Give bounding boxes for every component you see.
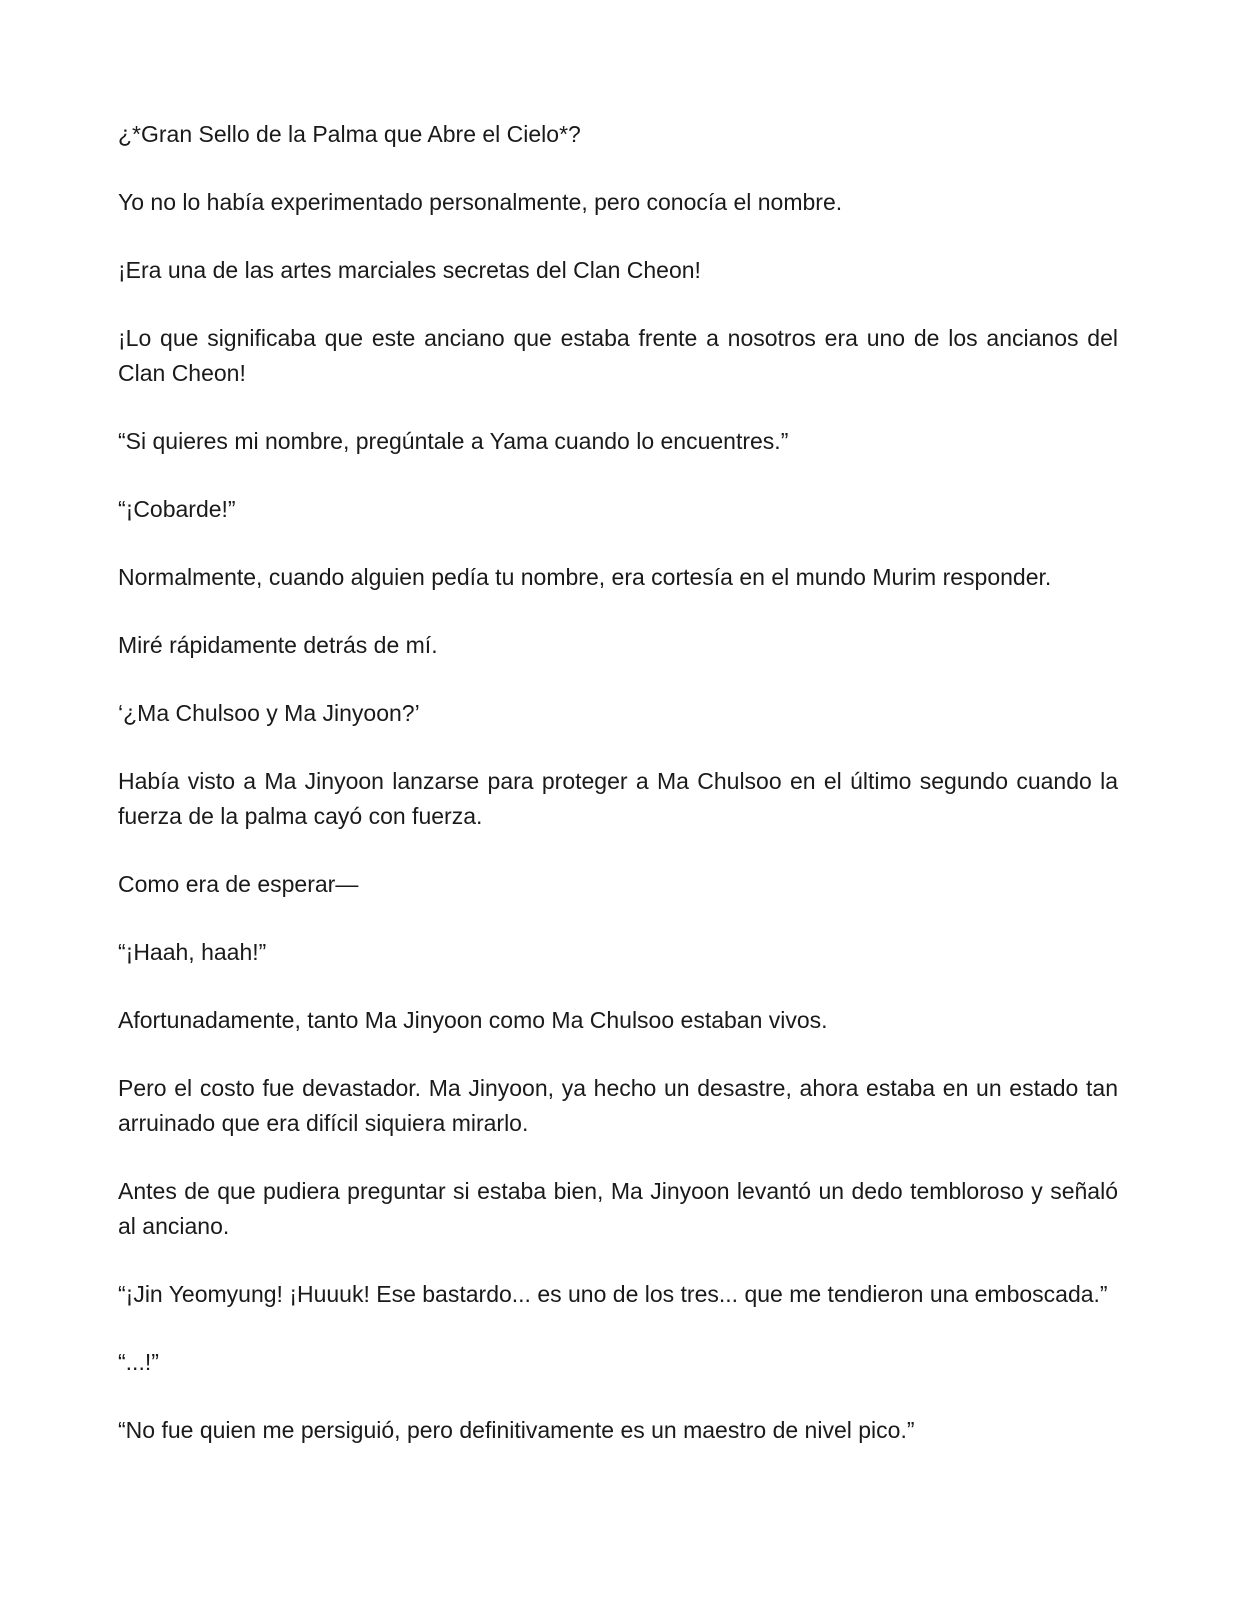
dialogue-line: “No fue quien me persiguió, pero definitivamente es un maestro de nivel pico.” [118, 1417, 915, 1443]
paragraph: Antes de que pudiera preguntar si estaba bien, Ma Jinyoon levantó un dedo tembloroso y señaló al anciano. [118, 1178, 1118, 1239]
paragraph: Pero el costo fue devastador. Ma Jinyoon, ya hecho un desastre, ahora estaba en un estado tan arruinado que era difícil siquiera mirarlo. [118, 1075, 1118, 1136]
dialogue-line: “¡Haah, haah!” [118, 939, 267, 965]
paragraph: Normalmente, cuando alguien pedía tu nombre, era cortesía en el mundo Murim responder. [118, 564, 1052, 590]
dialogue-line: “¡Jin Yeomyung! ¡Huuuk! Ese bastardo... es uno de los tres... que me tendieron una emboscada.” [118, 1281, 1108, 1307]
dialogue-line: “Si quieres mi nombre, pregúntale a Yama cuando lo encuentres.” [118, 428, 789, 454]
dialogue-line: “...!” [118, 1349, 159, 1375]
paragraph: Yo no lo había experimentado personalmente, pero conocía el nombre. [118, 189, 843, 215]
paragraph: Como era de esperar— [118, 871, 359, 897]
paragraph: ¿*Gran Sello de la Palma que Abre el Cielo*? [118, 121, 581, 147]
document-body [118, 117, 1118, 1481]
paragraph: ¡Lo que significaba que este anciano que estaba frente a nosotros era uno de los ancianos del Clan Cheon! [118, 325, 1118, 386]
paragraph: Había visto a Ma Jinyoon lanzarse para proteger a Ma Chulsoo en el último segundo cuando la fuerza de la palma cayó con fuerza. [118, 768, 1118, 829]
dialogue-line: “¡Cobarde!” [118, 496, 236, 522]
thought-line: ‘¿Ma Chulsoo y Ma Jinyoon?’ [118, 700, 420, 726]
paragraph: ¡Era una de las artes marciales secretas del Clan Cheon! [118, 257, 701, 283]
paragraph: Miré rápidamente detrás de mí. [118, 632, 438, 658]
paragraph: Afortunadamente, tanto Ma Jinyoon como Ma Chulsoo estaban vivos. [118, 1007, 828, 1033]
